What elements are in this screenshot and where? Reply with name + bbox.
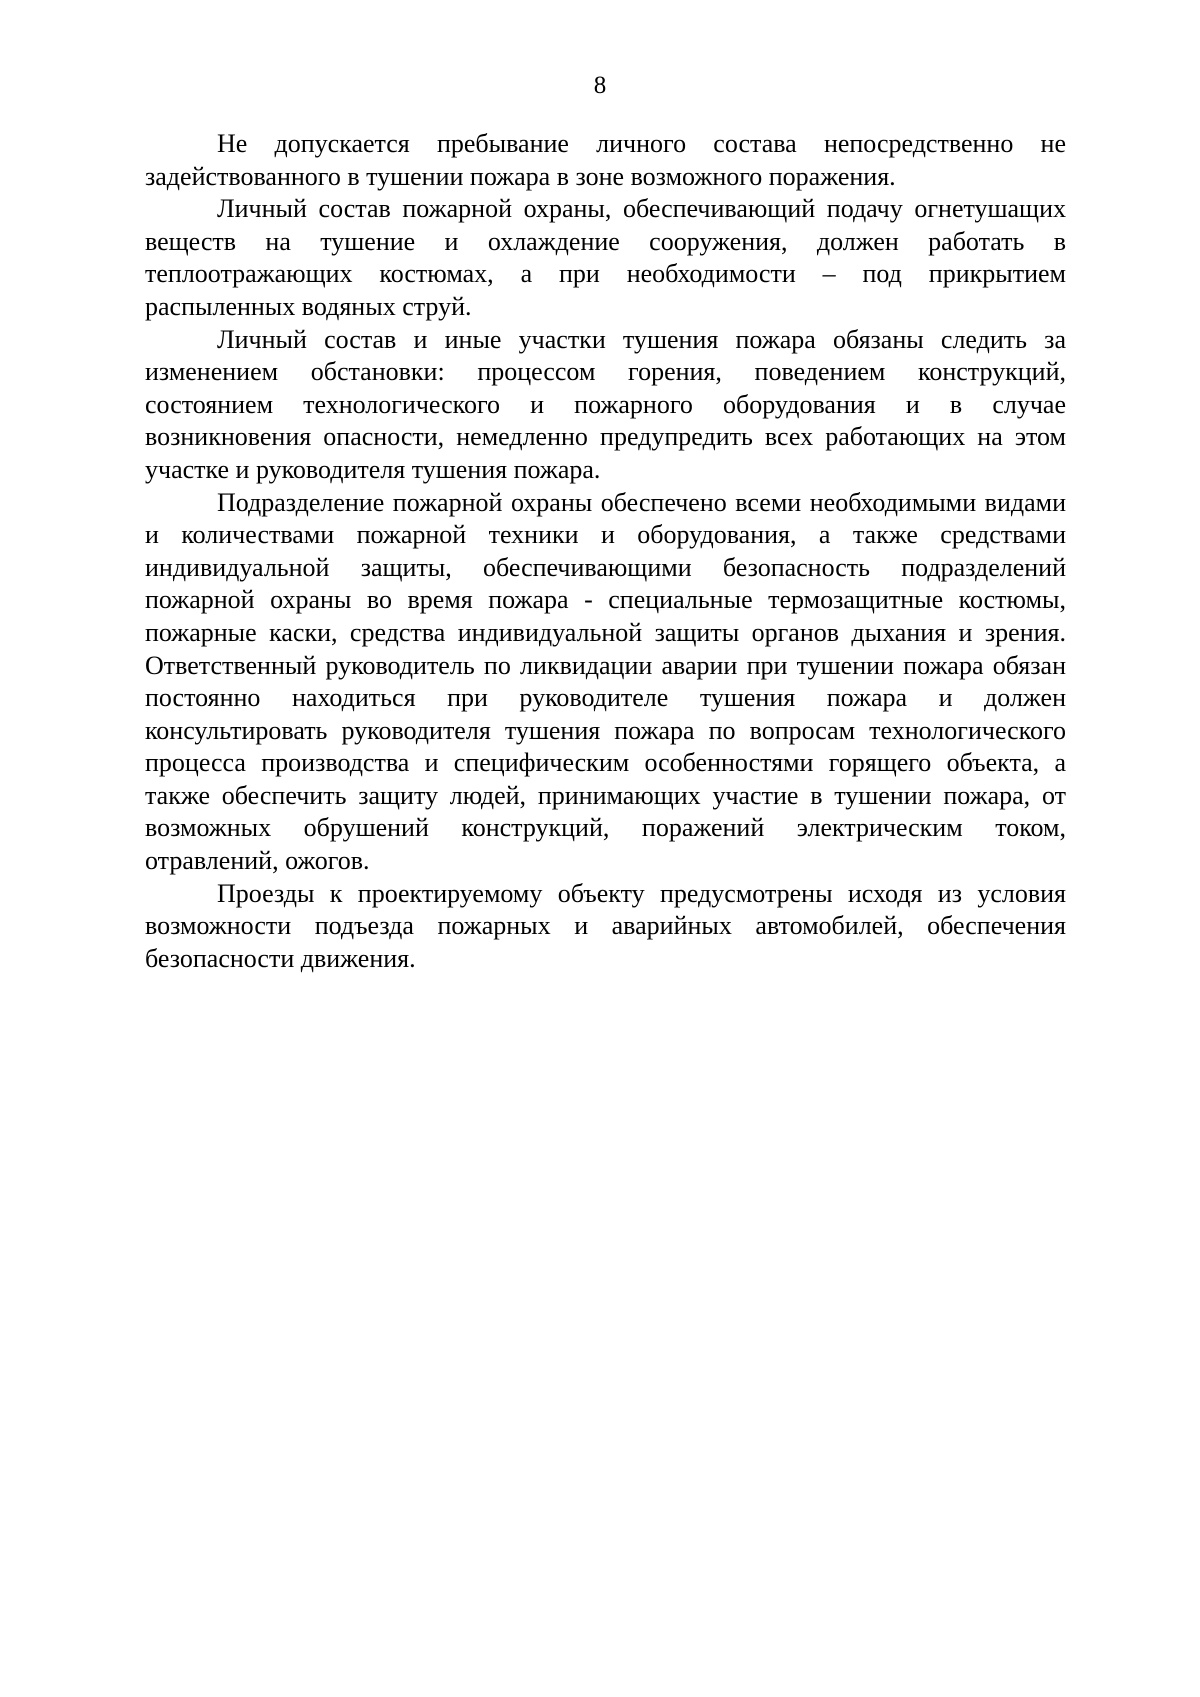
paragraph-protective-suits: Личный состав пожарной охраны, обеспечивающий подачу огнетушащих веществ на тушение и охлаждение сооружения, должен работать в теплоотражающих костюмах, а при необходимости – под прикрытием распыленных водяных струй. [145,194,1066,321]
paragraph-monitoring-situation: Личный состав и иные участки тушения пожара обязаны следить за изменением обстановки: процессом горения, поведением конструкций, состоянием технологического и пожарного оборудования и в случае возникновения опасности, немедленно предупредить всех работающих на этом участке и руководителя тушения пожара. [145,324,1066,484]
paragraph-personnel-restriction: Не допускается пребывание личного состава непосредственно не задействованного в тушении пожара в зоне возможного поражения. [145,129,1066,191]
page-number: 8 [593,72,607,99]
paragraph-access-roads: Проезды к проектируемому объекту предусмотрены исходя из условия возможности подъезда пожарных и аварийных автомобилей, обеспечения безопасности движения. [145,878,1066,973]
paragraph-fire-department-equipment: Подразделение пожарной охраны обеспечено всеми необходимыми видами и количествами пожарной техники и оборудования, а также средствами индивидуальной защиты, обеспечивающими безопасность подразделений пожарной охраны во время пожара - специальные термозащитные костюмы, пожарные каски, средства индивидуальной защиты органов дыхания и зрения. Ответственный руководитель по ликвидации аварии при тушении пожара обязан постоянно находиться при руководителе тушения пожара и должен консультировать руководителя тушения пожара по вопросам технологического процесса производства и специфическим особенностями горящего объекта, а также обеспечить защиту людей, принимающих участие в тушении пожара, от возможных обрушений конструкций, поражений электрическим током, отравлений, ожогов. [145,487,1066,876]
document-body [145,128,1066,975]
